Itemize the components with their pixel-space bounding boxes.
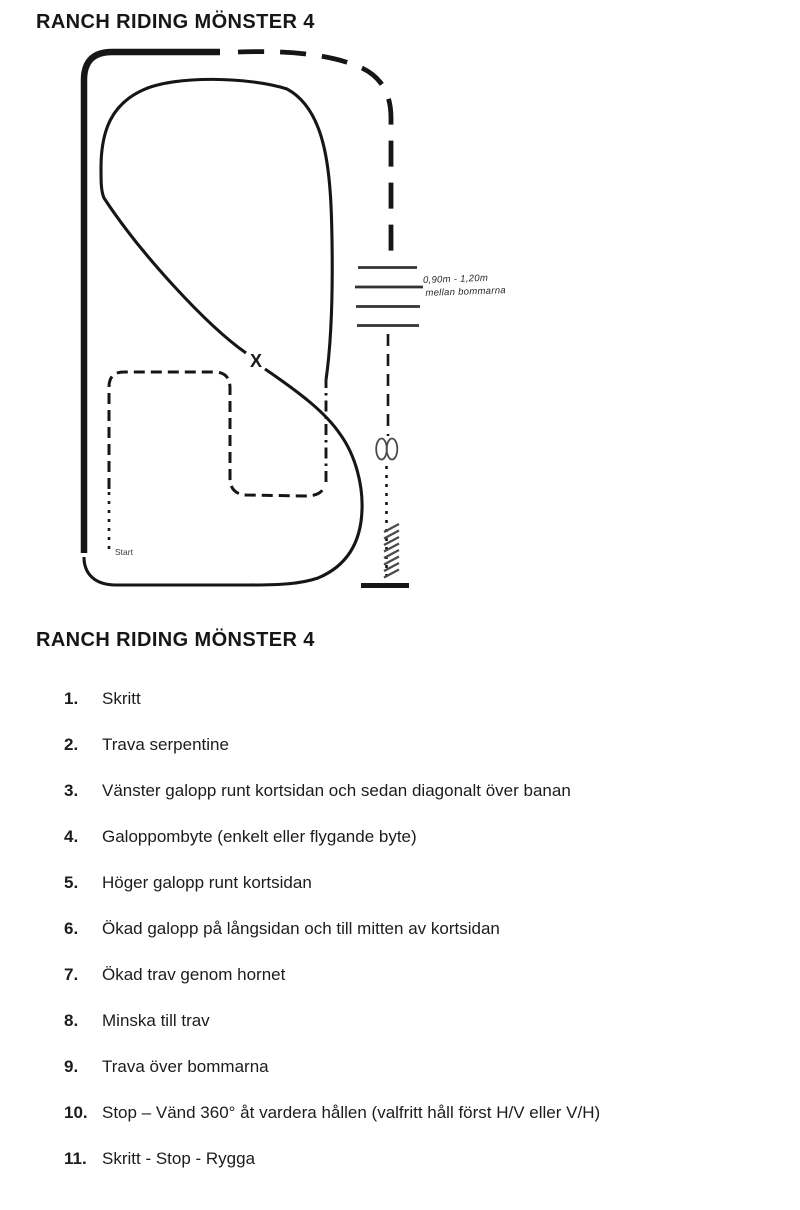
instruction-step [64,872,784,918]
step-number: 2. [64,735,79,754]
poles-note-line1: 0,90m - 1,20m [422,272,489,286]
step-text: Vänster galopp runt kortsidan och sedan diagonalt över banan [102,781,571,800]
poles-note-line2: mellan bommarna [425,285,507,299]
instruction-step [64,826,784,872]
step-number: 10. [64,1103,88,1122]
instruction-step [64,1010,784,1056]
backup-hatch-marks [384,524,399,578]
step-text: Skritt - Stop - Rygga [102,1149,256,1168]
step-text: Trava serpentine [102,735,229,754]
instruction-step [64,1056,784,1102]
serpentine-dashed-path [109,372,325,496]
step-text: Ökad galopp på långsidan och till mitten av kortsidan [102,919,500,938]
trot-poles [355,268,423,326]
step-number: 6. [64,919,79,938]
poles-spacing-note [423,272,506,299]
step-text: Minska till trav [102,1011,210,1030]
start-label: Start [115,547,133,557]
step-number: 11. [64,1149,87,1168]
step-number: 3. [64,781,79,800]
step-number: 5. [64,873,79,892]
lead-change-x-marker: X [249,351,263,371]
instruction-step [64,964,784,1010]
step-number: 8. [64,1011,79,1030]
extended-canter-thick-line [84,52,220,553]
step-text: Galoppombyte (enkelt eller flygande byte) [102,827,417,846]
step-text: Skritt [102,689,141,708]
instructions-list [64,688,784,1194]
step-text: Höger galopp runt kortsidan [102,873,312,892]
step-number: 1. [64,689,79,708]
pattern-diagram [0,0,560,612]
step-number: 7. [64,965,79,984]
step-number: 9. [64,1057,79,1076]
instruction-step [64,688,784,734]
canter-loop-and-diagonal [101,79,332,380]
step-text: Stop – Vänd 360° åt vardera hållen (valfritt håll först H/V eller V/H) [102,1103,601,1122]
page-title: RANCH RIDING MÖNSTER 4 [36,11,315,33]
spin-360-circles-icon [376,439,397,460]
step-number: 4. [64,827,79,846]
instruction-step [64,918,784,964]
instruction-step [64,734,784,780]
step-text: Trava över bommarna [102,1057,269,1076]
step-text: Ökad trav genom hornet [102,965,286,984]
instruction-step [64,1102,784,1148]
instruction-step [64,1148,784,1194]
instruction-step [64,780,784,826]
instructions-title: RANCH RIDING MÖNSTER 4 [36,629,315,651]
